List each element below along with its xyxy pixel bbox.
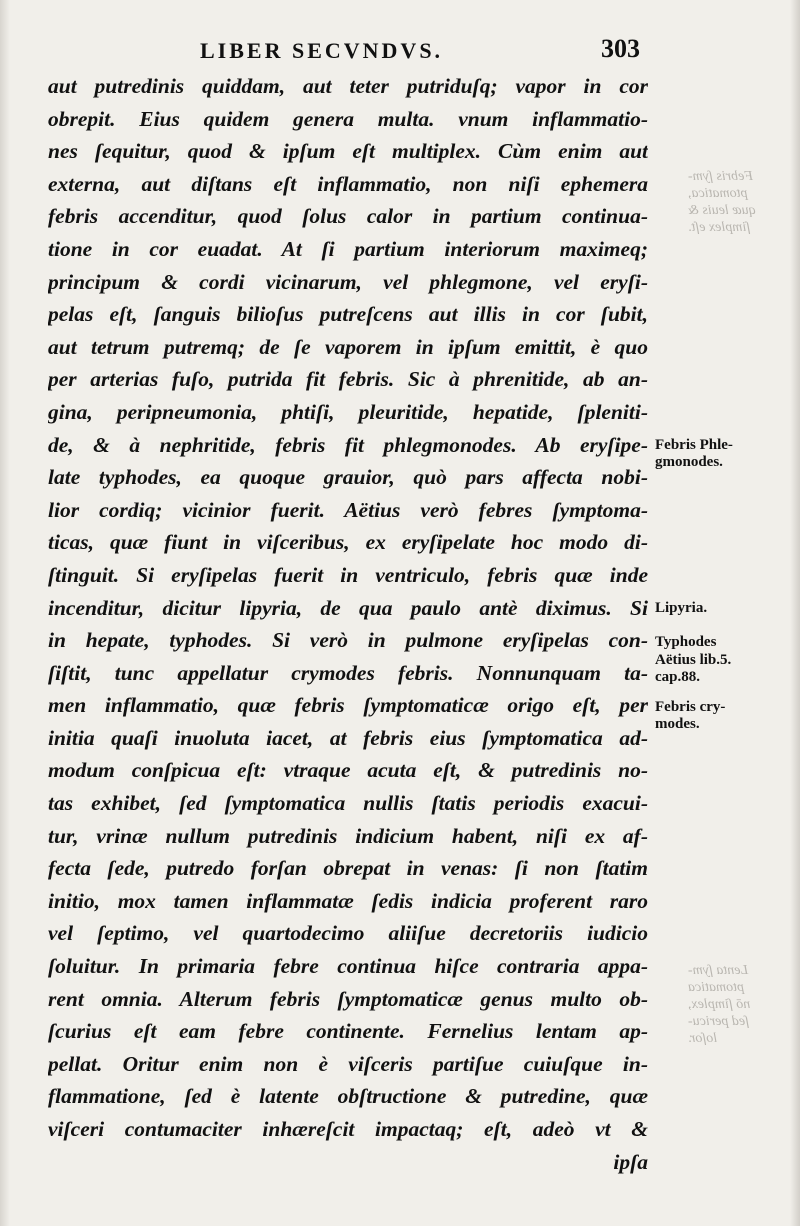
text-line: ſoluitur. In primaria febre continua hiſce contraria appa- [48,954,648,979]
margin-note-febris-phlegmonodes: Febris Phle- gmonodes. [655,437,733,470]
text-line: viſceri contumaciter inhæreſcit impactaq; eſt, adeò vt & [48,1117,648,1141]
margin-note-aetius: Aëtius lib.5. cap.88. [655,652,732,685]
text-line: ticas, quæ fiunt in viſceribus, ex eryſipelate hoc modo di- [48,530,648,555]
running-title: LIBER SECVNDVS. [200,38,444,63]
show-through-text-lower: Lenta ſym- ptomatica nō ſimplex, ſed pericu- loſor. [688,963,751,1046]
text-line: ſcurius eſt eam febre continente. Fernelius lentam ap- [48,1019,648,1044]
margin-note-typhodes: Typhodes [655,634,717,650]
text-line: nes ſequitur, quod & ipſum eſt multiplex. Cùm enim aut [48,139,648,164]
text-line: rent omnia. Alterum febris ſymptomaticæ genus multo ob- [48,986,648,1011]
text-line: pelas eſt, ſanguis bilioſus putreſcens aut illis in cor ſubit, [48,302,648,327]
text-line: tur, vrinæ nullum putredinis indicium habent, niſi ex af- [48,823,648,848]
text-line: tione in cor euadat. At ſi partium interiorum maximeq; [48,236,648,261]
text-line: obrepit. Eius quidem genera multa. vnum inflammatio- [48,106,648,131]
margin-note-lipyria: Lipyria. [655,600,708,616]
show-through-text-upper: Febris ſym- ptomatica, quæ leuis & ſimplex eſt. [688,169,756,235]
text-line: ſiſtit, tunc appellatur crymodes febris. Nonnunquam ta- [48,660,648,685]
text-line: in hepate, typhodes. Si verò in pulmone eryſipelas con- [48,628,648,653]
text-line: aut putredinis quiddam, aut teter putriduſq; vapor in cor [48,74,648,98]
text-line: pellat. Oritur enim non è viſceris partiſue cuiuſque in- [48,1051,648,1076]
catchword: ipſa [613,1149,648,1174]
text-line: men inflammatio, quæ febris ſymptomaticæ origo eſt, per [48,693,648,718]
margin-note-febris-crymodes: Febris cry- modes. [655,699,726,732]
text-line: gina, peripneumonia, phtiſi, pleuritide, hepatide, ſpleniti- [48,399,648,424]
page-edge-right [790,0,800,1226]
text-line: flammatione, ſed è latente obſtructione & putredine, quæ [48,1084,648,1109]
text-line: ſtinguit. Si eryſipelas fuerit in ventriculo, febris quæ inde [48,562,648,587]
page-header [200,34,640,68]
text-line: externa, aut diſtans eſt inflammatio, non niſi ephemera [48,171,648,196]
text-line: late typhodes, ea quoque grauior, quò pars affecta nobi- [48,465,648,490]
text-line: incenditur, dicitur lipyria, de qua paulo antè diximus. Si [48,595,648,620]
text-line: lior cordiq; vicinior fuerit. Aëtius verò febres ſymptoma- [48,497,648,522]
text-line: de, & à nephritide, febris fit phlegmonodes. Ab eryſipe- [48,432,648,457]
page-number: 303 [601,34,640,63]
text-line: vel ſeptimo, vel quartodecimo aliiſue decretoriis iudicio [48,921,648,946]
text-line: per arterias fuſo, putrida fit febris. Sic à phrenitide, ab an- [48,367,648,392]
text-line: initia quaſi inuoluta iacet, at febris eius ſymptomatica ad- [48,725,648,750]
text-line: principum & cordi vicinarum, vel phlegmone, vel eryſi- [48,269,648,294]
body-text [48,70,648,1178]
text-line: febris accenditur, quod ſolus calor in partium continua- [48,204,648,229]
text-line: modum conſpicua eſt: vtraque acuta eſt, & putredinis no- [48,758,648,783]
text-line: initio, mox tamen inflammatæ ſedis indicia proferent raro [48,888,648,913]
page-edge-left [0,0,10,1226]
text-line: fecta ſede, putredo forſan obrepat in venas: ſi non ſtatim [48,856,648,881]
text-line: aut tetrum putremq; de ſe vaporem in ipſum emittit, è quo [48,334,648,359]
text-line: tas exhibet, ſed ſymptomatica nullis ſtatis periodis exacui- [48,791,648,816]
